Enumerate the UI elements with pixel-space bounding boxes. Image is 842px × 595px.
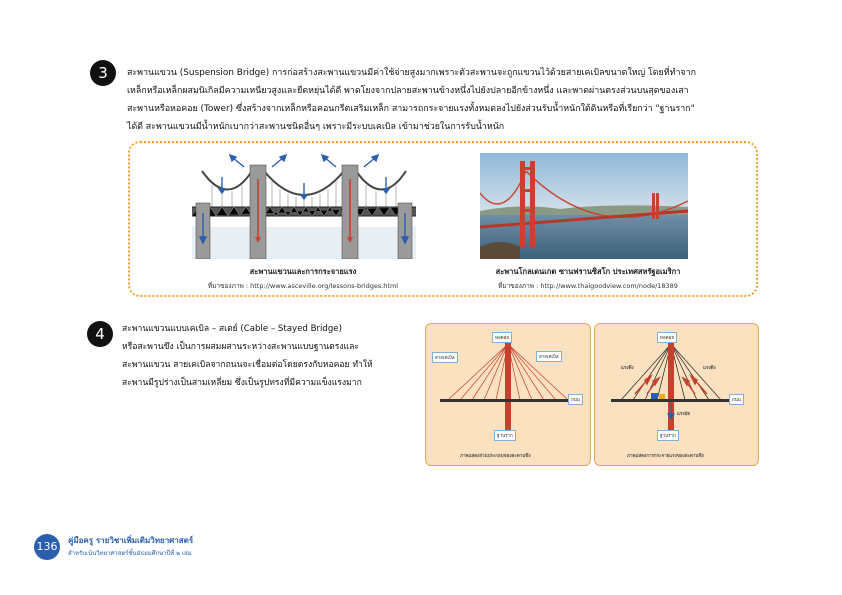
diagram-2-caption: ภาพแสดงการกระจายแรงของสะพานขึง: [627, 454, 704, 459]
section-4-line-3: สะพานแขวน สายเคเบิลจากถนนจะเชื่อมต่อโดยตรงกับหอคอย ทำให้: [122, 360, 373, 370]
page-number: 136: [34, 534, 60, 560]
cable-stayed-forces-diagram: [594, 323, 759, 466]
figure-1-source: ที่มาของภาพ : http://www.asceville.org/lessons-bridges.html: [207, 282, 399, 290]
footer-subtitle: สำหรับเน้นวิทยาศาสตร์ชั้นมัธยมศึกษาปีที่ ๒ เล่ม: [68, 550, 192, 557]
section-3-line-1: สะพานแขวน (Suspension Bridge) การก่อสร้างสะพานแขวนมีค่าใช้จ่ายสูงมากเพราะตัวสะพานจะถูกแขวนไว้ด้วยสายเคเบิลขนาดใหญ่ โดยที่ทำจาก: [127, 68, 696, 78]
section-3-line-4: ได้ดี สะพานแขวนมีน้ำหนักเบากว่าสะพานชนิดอื่นๆ เพราะมีระบบเคเบิล เข้ามาช่วยในการรับน้ำหนัก: [127, 122, 505, 132]
label-tower: หอคอย: [492, 332, 512, 343]
section-4-text: [122, 320, 414, 392]
section-4-line-1: สะพานแขวนแบบเคเบิล – สเตย์ (Cable – Stayed Bridge): [122, 324, 342, 334]
label-cable-left: สายเคเบิล: [432, 352, 458, 363]
label-cable-right: สายเคเบิล: [536, 351, 562, 362]
label-deck: ถนน: [568, 394, 583, 405]
suspension-bridge-diagram: [192, 153, 416, 259]
label-compression: แรงอัด: [677, 412, 691, 417]
section-3-line-2: เหล็กหรือเหล็กผสมนิเกิลมีความเหนียวสูงและยืดหยุ่นได้ดี พาดโยงจากปลายสะพานข้างหนึ่งไปยังปลายอีกข้างหนึ่ง และพาดผ่านตรงส่วนบนสุดของเสา: [127, 86, 689, 96]
section-number-4: 4: [87, 321, 113, 347]
footer-title: คู่มือครู รายวิชาเพิ่มเติมวิทยาศาสตร์: [68, 536, 194, 545]
label-deck-2: ถนน: [729, 394, 744, 405]
label-tower-2: หอคอย: [657, 332, 677, 343]
section-4-line-4: สะพานมีรูปร่างเป็นสามเหลี่ยม ซึ่งเป็นรูปทรงที่มีความแข็งแรงมาก: [122, 378, 362, 388]
figure-2-caption: สะพานโกลเดนเกต ซานฟรานซิสโก ประเทศสหรัฐอเมริกา: [495, 267, 681, 276]
figure-1-caption: สะพานแขวนและการกระจายแรง: [249, 267, 357, 276]
label-tension-right: แรงดึง: [703, 366, 716, 371]
section-3-text: [127, 64, 762, 136]
label-base-2: ฐานราก: [657, 430, 679, 441]
label-tension-left: แรงดึง: [621, 366, 634, 371]
golden-gate-photo: [480, 153, 688, 259]
diagram-1-caption: ภาพแสดงส่วนประกอบของสะพานขึง: [460, 454, 531, 459]
cable-stayed-components-diagram: [425, 323, 591, 466]
label-base: ฐานราก: [494, 430, 516, 441]
section-4-line-2: หรือสะพานขึง เป็นการผสมผสานระหว่างสะพานแบบฐานตรงและ: [122, 342, 359, 352]
figure-2-source: ที่มาของภาพ : http://www.thaigoodview.com/node/18389: [498, 282, 678, 290]
section-number-3: 3: [90, 60, 116, 86]
section-3-line-3: สะพานหรือหอคอย (Tower) ซึ่งสร้างจากเหล็กหรือคอนกรีตเสริมเหล็ก สามารถกระจายแรงทั้งหมดลงไปยังส่วนรับน้ำหนักใต้ดินหรือที่เรียกว่า "ฐานราก": [127, 104, 695, 114]
